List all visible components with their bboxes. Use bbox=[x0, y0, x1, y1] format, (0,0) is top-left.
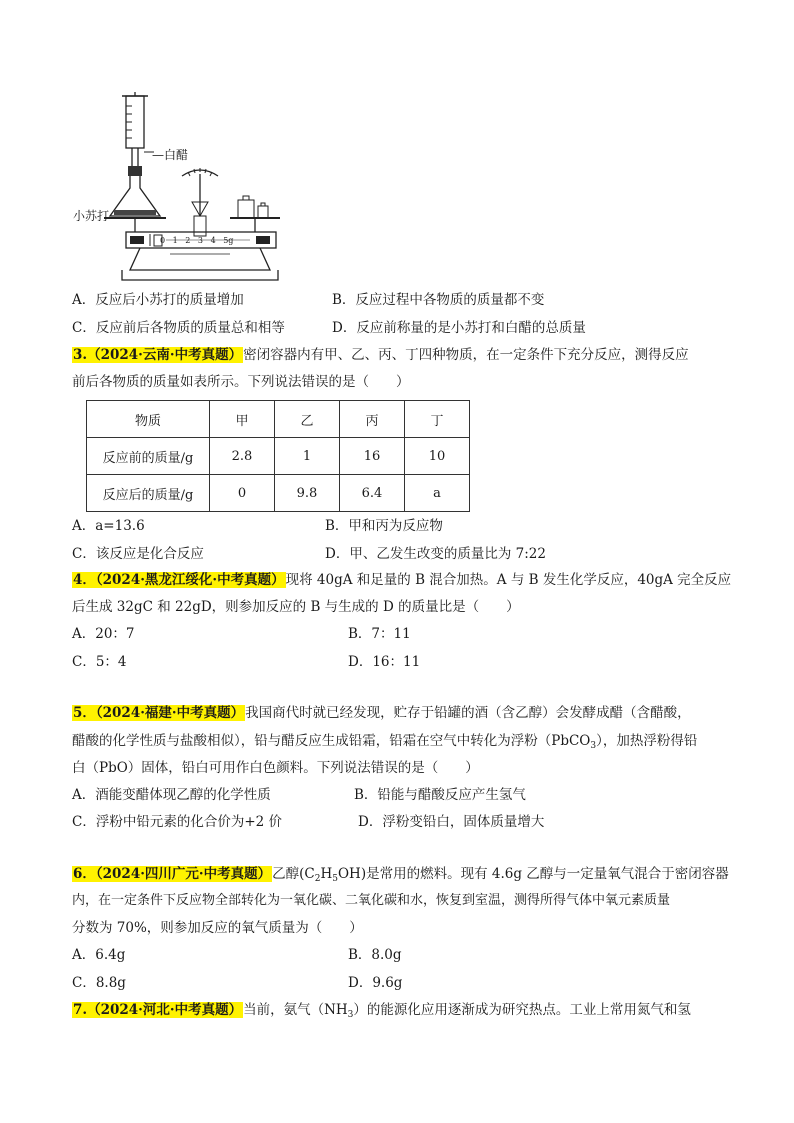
q3-stem-line2: 前后各物质的质量如表所示。下列说法错误的是（ ） bbox=[72, 374, 410, 390]
tick: 1 bbox=[172, 236, 178, 245]
q3-option-c: C．该反应是化合反应 bbox=[72, 546, 204, 562]
tick: 5g bbox=[223, 236, 234, 245]
tick: 0 bbox=[160, 236, 166, 245]
q2-option-b: B．反应过程中各物质的质量都不变 bbox=[332, 292, 545, 308]
table-cell: 物质 bbox=[87, 401, 210, 438]
table-cell: 2.8 bbox=[210, 438, 275, 475]
q6-text1-c: OH)是常用的燃料。现有 4.6g 乙醇与一定量氧气混合于密闭容器 bbox=[337, 866, 729, 882]
table-cell: a bbox=[405, 475, 470, 512]
q5-option-c: C．浮粉中铅元素的化合价为+2 价 bbox=[72, 814, 283, 830]
q4-stem-line2: 后生成 32gC 和 22gD，则参加反应的 B 与生成的 D 的质量比是（ ） bbox=[72, 599, 520, 615]
q6-text1-a: 乙醇(C bbox=[272, 866, 315, 882]
table-cell: 乙 bbox=[275, 401, 340, 438]
q4-option-a: A．20：7 bbox=[72, 626, 135, 642]
q5-stem-line1 bbox=[72, 703, 691, 723]
q6-text1-b: H bbox=[320, 866, 333, 882]
q6-option-d: D．9.6g bbox=[348, 975, 403, 991]
q5-option-b: B．铅能与醋酸反应产生氢气 bbox=[354, 787, 526, 803]
q3-option-d: D．甲、乙发生改变的质量比为 7:22 bbox=[325, 546, 546, 562]
q7-sub1: 3 bbox=[347, 1010, 354, 1020]
q7-stem-line1 bbox=[72, 1000, 691, 1025]
q2-option-a: A．反应后小苏打的质量增加 bbox=[72, 292, 244, 308]
q6-sub1: 2 bbox=[314, 874, 321, 884]
tick: 3 bbox=[197, 236, 204, 245]
table-cell: 反应后的质量/g bbox=[87, 475, 210, 512]
q4-source-tag: 4．（2024·黑龙江绥化·中考真题） bbox=[73, 572, 285, 588]
table-cell: 10 bbox=[405, 438, 470, 475]
table-cell: 1 bbox=[275, 438, 340, 475]
q6-stem-line2: 内，在一定条件下反应物全部转化为一氧化碳、二氧化碳和水，恢复到室温，测得所得气体中氧元素质量 bbox=[72, 893, 671, 908]
table-cell: 反应前的质量/g bbox=[87, 438, 210, 475]
mass-table bbox=[86, 400, 470, 512]
q5-source-tag: 5．（2024·福建·中考真题） bbox=[73, 705, 245, 721]
q4-option-d: D．16：11 bbox=[348, 654, 421, 670]
tick: 4 bbox=[210, 236, 216, 245]
q6-option-b: B．8.0g bbox=[348, 947, 402, 963]
table-cell: 9.8 bbox=[275, 475, 340, 512]
tick: 2 bbox=[185, 236, 191, 245]
q6-sub2: 5 bbox=[332, 874, 338, 884]
table-cell: 丙 bbox=[340, 401, 405, 438]
q3-stem-line1 bbox=[72, 345, 689, 365]
q5-text1: 我国商代时就已经发现，贮存于铅罐的酒（含乙醇）会发酵成醋（含醋酸， bbox=[245, 705, 691, 721]
q7-text1-b: ）的能源化应用逐渐成为研究热点。工业上常用氮气和氢 bbox=[353, 1002, 691, 1018]
scale-ticks bbox=[160, 236, 233, 245]
table-cell: 甲 bbox=[210, 401, 275, 438]
q4-stem-line1 bbox=[72, 570, 731, 590]
q3-text1: 密闭容器内有甲、乙、丙、丁四种物质，在一定条件下充分反应，测得反应 bbox=[243, 347, 689, 363]
q4-option-c: C．5：4 bbox=[72, 654, 127, 670]
q2-option-d: D．反应前称量的是小苏打和白醋的总质量 bbox=[332, 320, 586, 336]
q7-text1-a: 当前，氨气（NH bbox=[243, 1002, 348, 1018]
balance-figure bbox=[70, 92, 290, 292]
q3-option-a: A．a=13.6 bbox=[72, 518, 145, 534]
label-vinegar: —白醋 bbox=[152, 148, 189, 162]
table-cell: 16 bbox=[340, 438, 405, 475]
q5-option-a: A．酒能变醋体现乙醇的化学性质 bbox=[72, 787, 271, 803]
q6-source-tag: 6．（2024·四川广元·中考真题） bbox=[73, 866, 272, 882]
q6-option-c: C．8.8g bbox=[72, 975, 126, 991]
table-row bbox=[87, 438, 470, 475]
table-cell: 6.4 bbox=[340, 475, 405, 512]
table-cell: 丁 bbox=[405, 401, 470, 438]
q3-option-b: B．甲和丙为反应物 bbox=[325, 518, 443, 534]
q7-source-tag: 7.（2024·河北·中考真题） bbox=[73, 1002, 243, 1018]
q6-stem-line1 bbox=[72, 864, 729, 889]
q4-text1: 现将 40gA 和足量的 B 混合加热。A 与 B 发生化学反应，40gA 完全反应 bbox=[285, 572, 732, 588]
q5-option-d: D．浮粉变铅白，固体质量增大 bbox=[358, 814, 545, 830]
q5-text2-sub: 3 bbox=[590, 741, 597, 751]
q5-text2-end: ），加热浮粉得铅 bbox=[596, 733, 698, 749]
q5-stem-line2 bbox=[72, 731, 697, 756]
q4-option-b: B．7：11 bbox=[348, 626, 411, 642]
table-header-row bbox=[87, 401, 470, 438]
q6-option-a: A．6.4g bbox=[72, 947, 126, 963]
q5-stem-line3: 白（PbO）固体，铅白可用作白色颜料。下列说法错误的是（ ） bbox=[72, 760, 479, 776]
q6-stem-line3: 分数为 70%，则参加反应的氧气质量为（ ） bbox=[72, 920, 363, 936]
q5-text2: 醋酸的化学性质与盐酸相似），铅与醋反应生成铅霜，铅霜在空气中转化为浮粉（PbCO bbox=[72, 733, 591, 749]
label-soda: 小苏打 bbox=[73, 209, 110, 223]
table-row bbox=[87, 475, 470, 512]
q2-option-c: C．反应前后各物质的质量总和相等 bbox=[72, 320, 285, 336]
q3-source-tag: 3.（2024·云南·中考真题） bbox=[73, 347, 243, 363]
table-cell: 0 bbox=[210, 475, 275, 512]
